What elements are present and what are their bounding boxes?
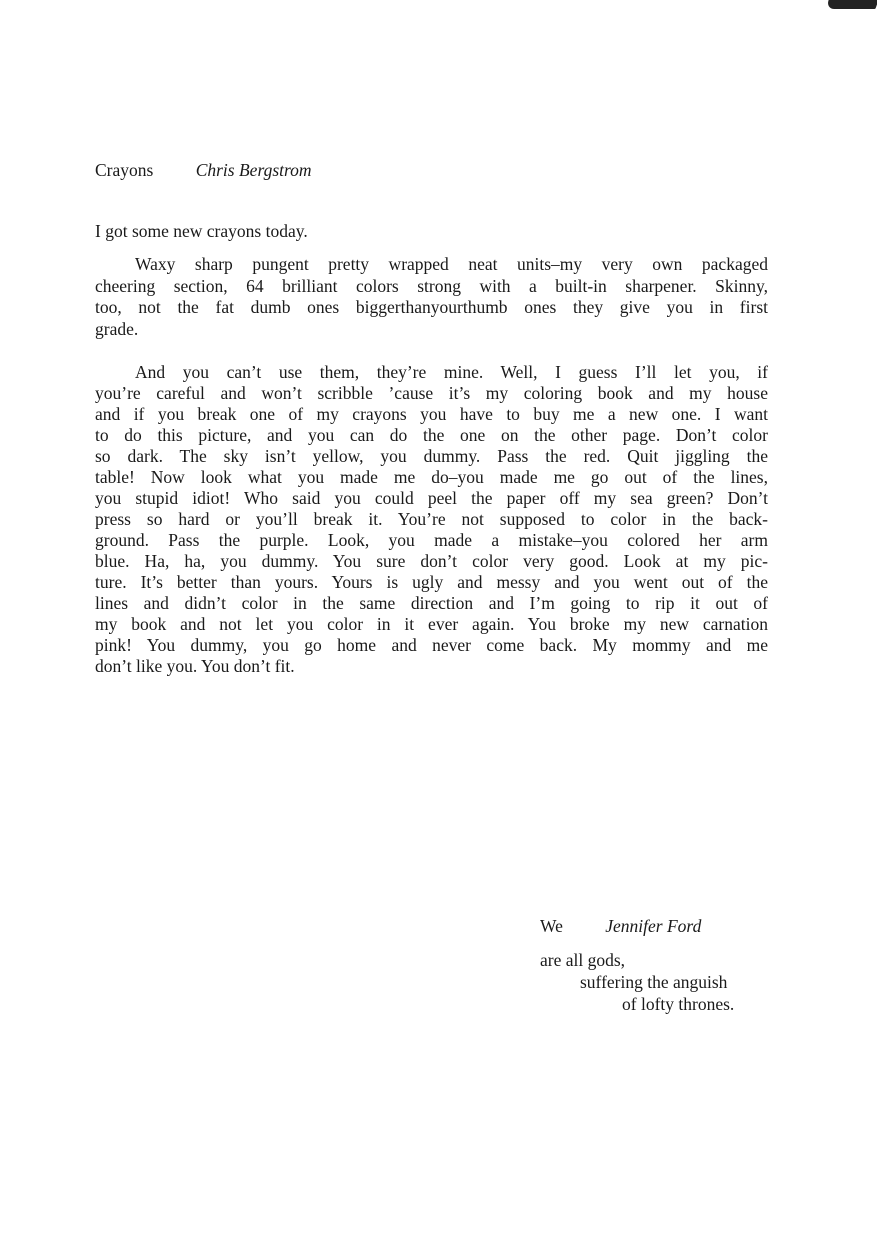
text-line: And you can’t use them, they’re mine. Well, I guess I’ll let you, if <box>135 362 768 382</box>
poem2-body <box>540 949 734 1015</box>
poem-author: Chris Bergstrom <box>195 160 312 180</box>
text-line: too, not the fat dumb ones biggerthanyourthumb ones they give you in first <box>95 297 768 318</box>
text-line: my book and not let you color in it ever again. You broke my new carnation <box>95 614 768 634</box>
scan-artifact <box>825 0 877 9</box>
text-line: table! Now look what you made me do–you made me go out of the lines, <box>95 467 768 487</box>
text-line: don’t like you. You don’t fit. <box>95 656 295 676</box>
paragraph-2 <box>95 254 768 340</box>
text-line: you stupid idiot! Who said you could peel the paper off my sea green? Don’t <box>95 488 768 508</box>
poem2-title: We <box>540 916 563 936</box>
text-line: Waxy sharp pungent pretty wrapped neat units–my very own packaged <box>135 254 768 274</box>
verse-line: of lofty thrones. <box>622 994 735 1014</box>
poem2-author: Jennifer Ford <box>605 916 702 936</box>
text-line: pink! You dummy, you go home and never come back. My mommy and me <box>95 635 768 655</box>
text-line: and if you break one of my crayons you have to buy me a new one. I want <box>95 404 768 424</box>
poem-title: Crayons <box>95 160 154 180</box>
text-line: cheering section, 64 brilliant colors strong with a built-in sharpener. Skinny, <box>95 275 768 296</box>
text-line: press so hard or you’ll break it. You’re not supposed to color in the back- <box>95 509 768 529</box>
text-line: so dark. The sky isn’t yellow, you dummy. Pass the red. Quit jiggling the <box>95 446 768 466</box>
text-line: lines and didn’t color in the same direction and I’m going to rip it out of <box>95 593 768 613</box>
text-line: ture. It’s better than yours. Yours is ugly and messy and you went out of the <box>95 572 768 592</box>
verse-line: suffering the anguish <box>580 972 728 992</box>
text-line: blue. Ha, ha, you dummy. You sure don’t color very good. Look at my pic- <box>95 551 768 571</box>
poem-header <box>95 160 312 181</box>
paragraph-1: I got some new crayons today. <box>95 221 308 241</box>
text-line: you’re careful and won’t scribble ’cause it’s my coloring book and my house <box>95 383 768 403</box>
text-line: ground. Pass the purple. Look, you made a mistake–you colored her arm <box>95 530 768 550</box>
paragraph-3 <box>95 362 768 677</box>
text-line: grade. <box>95 318 139 339</box>
verse-line: are all gods, <box>540 950 626 970</box>
poem2-header <box>540 916 701 937</box>
text-line: to do this picture, and you can do the one on the other page. Don’t color <box>95 425 768 445</box>
